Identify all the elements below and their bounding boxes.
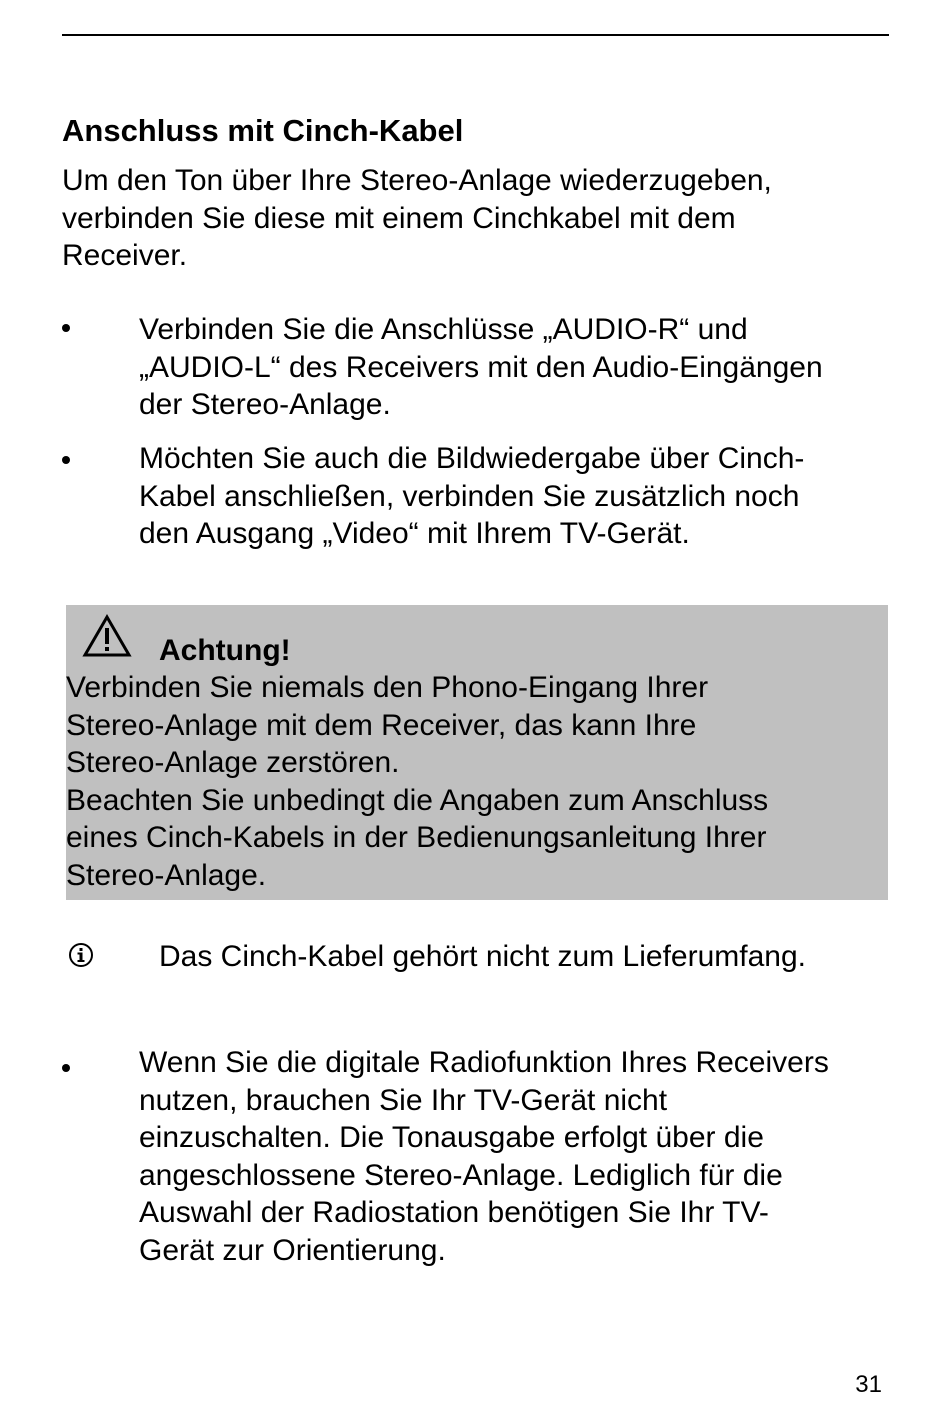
section-heading: Anschluss mit Cinch-Kabel [62,113,464,148]
info-note: Das Cinch-Kabel gehört nicht zum Lieferumfang. [159,940,806,973]
bullet-line: der Stereo-Anlage. [139,388,391,421]
bullet-item [139,311,823,424]
page-number: 31 [855,1371,882,1398]
warning-line: eines Cinch-Kabels in der Bedienungsanleitung Ihrer [66,821,767,854]
bullet-line: Verbinden Sie die Anschlüsse „AUDIO-R“ und [139,313,748,346]
intro-line: Um den Ton über Ihre Stereo-Anlage wiederzugeben, [62,164,772,197]
bullet-item [139,1044,829,1269]
bullet-line: Wenn Sie die digitale Radiofunktion Ihres Receivers [139,1046,829,1079]
bullet-icon [62,1064,72,1074]
bullet-line: Kabel anschließen, verbinden Sie zusätzlich noch [139,479,800,513]
warning-title: Achtung! [159,634,291,667]
bullet-line: den Ausgang „Video“ mit Ihrem TV-Gerät. [139,517,690,550]
bullet-item [139,440,804,553]
warning-line: Beachten Sie unbedingt die Angaben zum Anschluss [66,783,769,817]
bullet-line: angeschlossene Stereo-Anlage. Lediglich für die [139,1158,783,1192]
bullet-line: Möchten Sie auch die Bildwiedergabe über Cinch- [139,442,805,475]
bullet-line: nutzen, brauchen Sie Ihr TV-Gerät nicht [139,1083,668,1117]
bullet-line: Auswahl der Radiostation benötigen Sie Ihr TV- [139,1196,769,1229]
bullet-line: „AUDIO-L“ des Receivers mit den Audio-Eingängen [139,350,823,384]
warning-line: Stereo-Anlage mit dem Receiver, das kann Ihre [66,708,697,742]
warning-line: Stereo-Anlage zerstören. [66,746,400,779]
info-icon [68,942,94,968]
bullet-icon [62,324,72,334]
bullet-line: einzuschalten. Die Tonausgabe erfolgt über die [139,1121,764,1154]
warning-triangle-icon [82,614,132,658]
warning-line: Stereo-Anlage. [66,858,267,892]
bullet-line: Gerät zur Orientierung. [139,1233,446,1267]
intro-line: verbinden Sie diese mit einem Cinchkabel mit dem [62,201,736,235]
warning-line: Verbinden Sie niemals den Phono-Eingang Ihrer [66,671,709,704]
top-rule [62,34,889,36]
bullet-icon [62,456,72,466]
intro-paragraph [62,162,772,275]
intro-line: Receiver. [62,239,188,272]
warning-text [66,669,768,894]
